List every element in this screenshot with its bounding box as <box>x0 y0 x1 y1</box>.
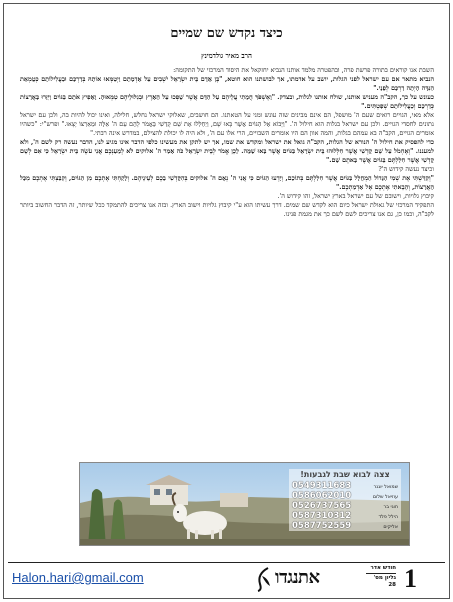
contact-row <box>289 501 401 511</box>
paragraph: "וְקִדַּשְׁתִּי אֶת שְׁמִי הַגָּדוֹל הַמְחֻלָּל בַּגּוֹיִם אֲשֶׁר חִלַּלְתֶּם בְּתוֹכָם, וְיָדְעוּ הַגּוֹיִם כִּי אֲנִי ה' נְאֻם ה' אלוקים בְּהִקָּדְשִׁי בָכֶם לְעֵינֵיהֶם. וְלָקַחְתִּי אֶתְכֶם מִן הַגּוֹיִם, וְקִבַּצְתִּי אֶתְכֶם מִכָּל הָאֲרָצוֹת, וְהֵבֵאתִי אֶתְכֶם אֶל אַדְמַתְכֶם." <box>20 175 434 191</box>
contact-row <box>289 511 401 521</box>
contact-phone: 0549311683 <box>292 481 352 491</box>
paragraph: כעונש על כך, הקב"ה מעניש אותנו, שולח אותנו לגלות, ובצדק. "וָאֶשְׁפֹּךְ חֲמָתִי עֲלֵיהֶם עַל הַדָּם אֲשֶׁר שָׁפְכוּ עַל הָאָרֶץ וּבְגִלּוּלֵיהֶם טִמְּאוּהָ. וָאָפִיץ אֹתָם בַּגּוֹיִם וַיִּזָּרוּ בָּאֲרָצוֹת כְּדַרְכָּם וְכַעֲלִילוֹתָם שְׁפַטְתִּים." <box>20 94 434 110</box>
hilltop-photo <box>79 462 410 546</box>
paragraph: אלא מאי, הגויים רואים שעם ה' מושפל, הם אינם מבינים שזה עונש ומני על הטאתנו. הם חושבים, שאלוקי ישראל נחלש, חלילה, ואינו יכול להיות בה, ולכן עם ישראל נתונים לחסדי הגויים. ולכן עם ישראל בגלות הוא חילול ה'. "וַיָּבוֹא אֶל הַגּוֹיִם אֲשֶׁר בָּאוּ שָׁם, וַיְחַלְּלוּ אֶת שֵׁם קָדְשִׁי בֶּאֱמֹר לָהֶם עַם ה' אֵלֶּה וּמֵאַרְצוֹ יָצָאוּ." ופרש"י: "כשהיו אומרים הגויים, הקב"ה בא עמהם בגלות, והמה אוון הם היו אומרים השבויים, הרי אלו עם ה', ולא היה לו יכולת להצילם, במדרש אינה רבתי." <box>20 112 434 137</box>
issue-info <box>366 565 396 589</box>
contact-name: שמואל יוגנר <box>373 485 398 490</box>
contact-name: עוזיאל שלום <box>372 495 398 500</box>
paragraph: הנביא מתאר אם עם ישראל לפני הגלות, יושב על אדמתו, אך לבושתנו הוא חוטא, "בֶּן אָדָם בֵּית יִשְׂרָאֵל יֹשְׁבִים עַל אַדְמָתָם וַיְטַמְּאוּ אוֹתָהּ בְּדַרְכָּם וּבַעֲלִילוֹתָם כְּטֻמְאַת הַנִּדָּה הָיְתָה דַרְכָּם לְפָנָי." <box>20 76 434 92</box>
paragraph: השבת אנו קוראים בתורה פרשת פרה, ובהפטרה מלמד אותנו הנביא יחזקאל את היסוד המרכזי של התקומה: <box>173 67 434 74</box>
paragraph: כדי להפסיק את חילול ה' הנורא של הגלות, הקב"ה גואל את ישראל ומקדש את שמו, אך יש לתקן את מעשינו כלפי הדבר אינו מגיע לנו, הדבר נעשה רק לשם ה', ולא למעננו. "וְאֶחְמֹל עַל שֵׁם קָדְשִׁי אֲשֶׁר חִלְּלוּהוּ בֵּית יִשְׂרָאֵל בַּגּוֹיִם אֲשֶׁר בָּאוּ שָׁמָּה. לָכֵן אֱמֹר לְבֵית יִשְׂרָאֵל כֹּה אָמַר ה' אלוקים לֹא לְמַעַנְכֶם אֲנִי עֹשֶׂה בֵּית יִשְׂרָאֵל כִּי אִם לְשֵׁם קָדְשִׁי אֲשֶׁר חִלַּלְתֶּם בַּגּוֹיִם אֲשֶׁר בָּאתֶם שָׁם." <box>20 139 434 164</box>
contact-phone: 0586062010 <box>292 491 352 501</box>
contact-row <box>289 481 401 491</box>
page-number: 1 <box>404 564 417 593</box>
issue-number: גליון מס' 28 <box>373 575 396 588</box>
contact-row <box>289 521 401 531</box>
contact-phone: 0526737565 <box>292 501 352 511</box>
contact-name: הילל פלד <box>378 515 398 520</box>
contact-phone: 0587752559 <box>292 521 352 531</box>
logo-leaf-icon <box>254 566 274 592</box>
contact-phone: 0587310312 <box>292 511 352 521</box>
ad-title: צצה לבוא שבת לגבעות! <box>300 470 390 479</box>
hilltop-ad-panel <box>289 469 401 531</box>
article-body <box>20 66 434 458</box>
article-author: הרב מאיר גולדמינץ <box>201 52 252 60</box>
issue-month: חודש אדר <box>370 565 396 571</box>
article-title: כיצד נקדש שם שמיים <box>170 26 283 41</box>
newsletter-logo: אתנגדו <box>275 567 320 588</box>
contact-name: חוגי בר <box>383 505 398 510</box>
email-link[interactable]: Halon.hari@gmail.com <box>12 570 144 585</box>
paragraph: וכיצד נעשה קידוש ה'? <box>378 166 434 173</box>
footer-divider <box>8 562 445 563</box>
issue-separator <box>366 573 396 574</box>
paragraph: קיבוץ גלויות, וישובם של עם ישראל בארץ ישראל, זהו קידוש ה'. <box>277 193 434 200</box>
contact-name: אליקים <box>383 525 398 530</box>
contact-row <box>289 491 401 501</box>
paragraph: התפקיד המרכזי של גאולת ישראל כיום הוא לקדש שם שמים. דרך עשיתו הוא ע"י קיבוץ גלויות וישוב הארץ. ובזה אנו צריכים להתמקד ככל שיותר, זה הדבר החשוב ביותר לקב"ה, וכמו כן, גם אנו צריכים לשם לשם כך את מגמת פנינו. <box>20 202 434 218</box>
